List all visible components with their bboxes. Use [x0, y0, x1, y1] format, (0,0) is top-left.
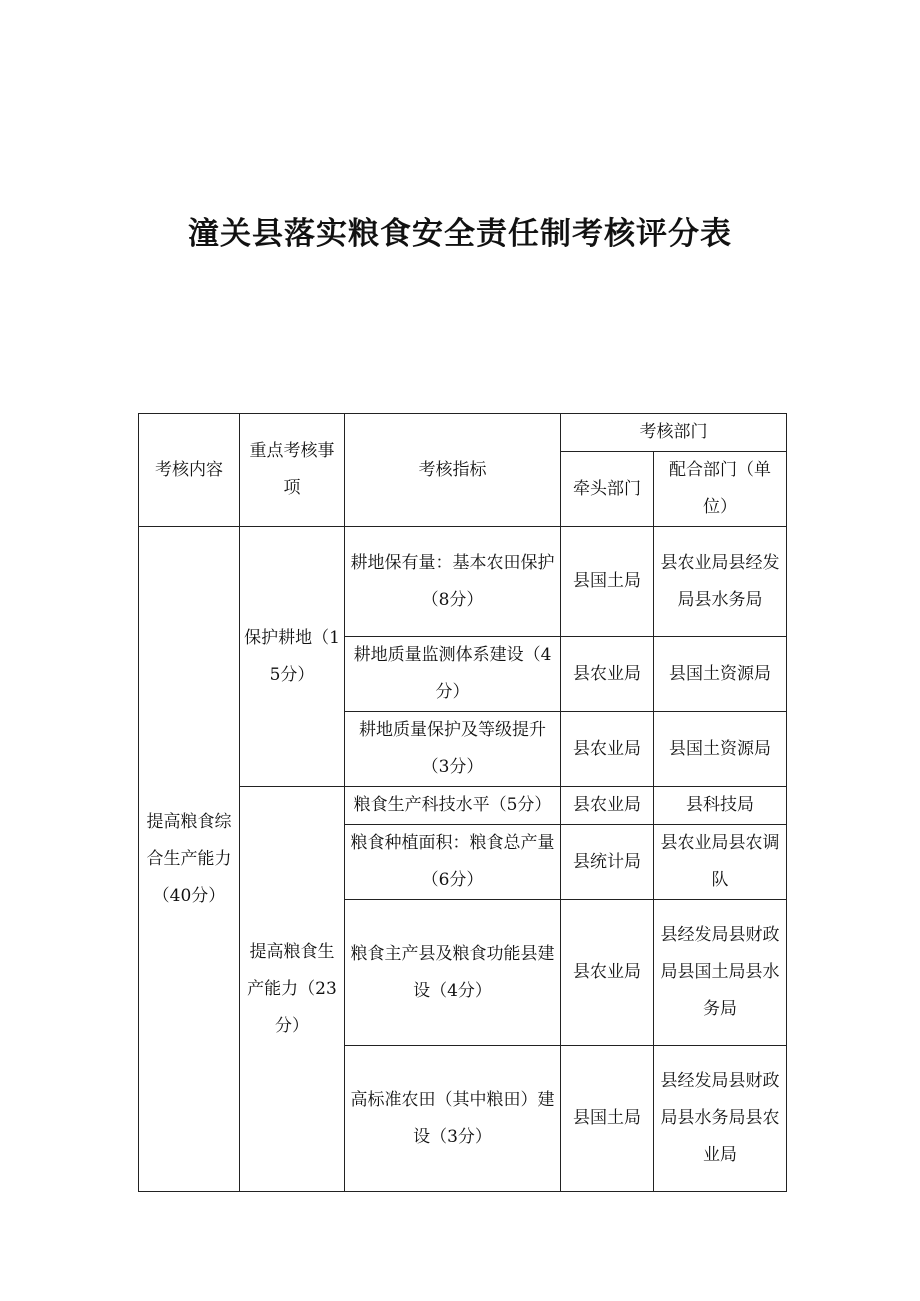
lead-cell: 县国土局	[561, 1046, 654, 1192]
group-name: 提高粮食生产能力（23分）	[240, 787, 345, 1192]
header-lead: 牵头部门	[561, 452, 654, 527]
header-dept: 考核部门	[561, 414, 787, 452]
indicator-cell: 粮食种植面积：粮食总产量（6分）	[345, 825, 561, 900]
indicator-cell: 耕地保有量：基本农田保护（8分）	[345, 527, 561, 637]
indicator-cell: 耕地质量监测体系建设（4分）	[345, 637, 561, 712]
coop-cell: 县科技局	[654, 787, 787, 825]
section-name: 提高粮食综合生产能力（40分）	[139, 527, 240, 1192]
coop-cell: 县经发局县财政局县国土局县水务局	[654, 900, 787, 1046]
group-name: 保护耕地（15分）	[240, 527, 345, 787]
coop-cell: 县国土资源局	[654, 637, 787, 712]
lead-cell: 县农业局	[561, 712, 654, 787]
coop-cell: 县农业局县农调队	[654, 825, 787, 900]
header-key-item: 重点考核事项	[240, 414, 345, 527]
header-row	[139, 414, 787, 452]
header-coop: 配合部门（单位）	[654, 452, 787, 527]
coop-cell: 县农业局县经发局县水务局	[654, 527, 787, 637]
coop-cell: 县国土资源局	[654, 712, 787, 787]
table-row	[139, 527, 787, 637]
lead-cell: 县国土局	[561, 527, 654, 637]
lead-cell: 县农业局	[561, 637, 654, 712]
header-indicator: 考核指标	[345, 414, 561, 527]
document-title: 潼关县落实粮食安全责任制考核评分表	[188, 216, 732, 252]
assessment-table	[138, 413, 787, 1192]
lead-cell: 县统计局	[561, 825, 654, 900]
lead-cell: 县农业局	[561, 900, 654, 1046]
coop-cell: 县经发局县财政局县水务局县农业局	[654, 1046, 787, 1192]
indicator-cell: 耕地质量保护及等级提升（3分）	[345, 712, 561, 787]
indicator-cell: 粮食主产县及粮食功能县建设（4分）	[345, 900, 561, 1046]
indicator-cell: 高标准农田（其中粮田）建设（3分）	[345, 1046, 561, 1192]
lead-cell: 县农业局	[561, 787, 654, 825]
header-content: 考核内容	[139, 414, 240, 527]
indicator-cell: 粮食生产科技水平（5分）	[345, 787, 561, 825]
